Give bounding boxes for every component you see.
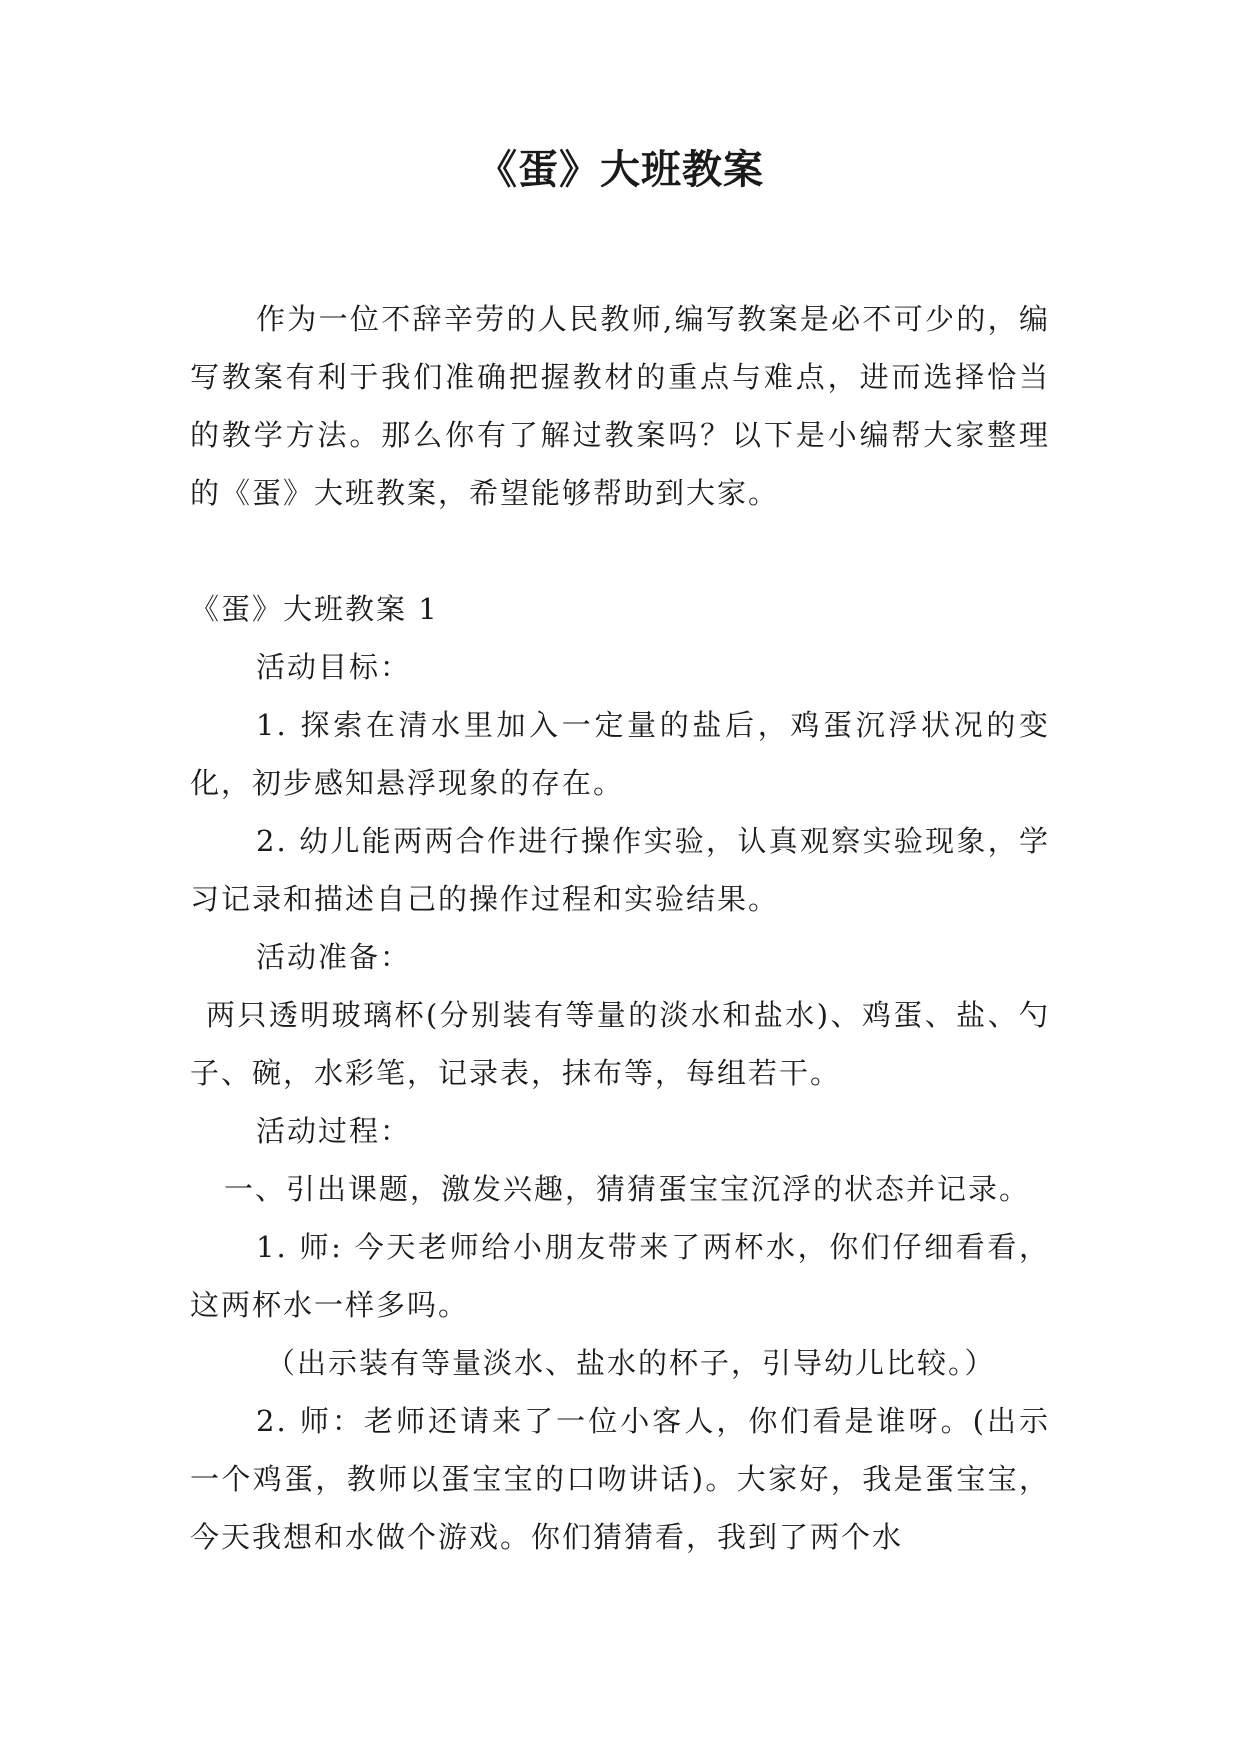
step-1-item-2: 2. 师：老师还请来了一位小客人，你们看是谁呀。(出示一个鸡蛋，教师以蛋宝宝的口吻讲话)。大家好，我是蛋宝宝，今天我想和水做个游戏。你们猜猜看，我到了两个水: [190, 1404, 1050, 1554]
process-heading: 活动过程：: [256, 1114, 412, 1148]
preparation-heading: 活动准备：: [256, 940, 412, 974]
step-1-note: （出示装有等量淡水、盐水的杯子，引导幼儿比较。）: [266, 1346, 996, 1380]
preparation-text: 两只透明玻璃杯(分别装有等量的淡水和盐水)、鸡蛋、盐、勺子、碗，水彩笔，记录表，抹布等，每组若干。: [190, 998, 1050, 1090]
document-title: 《蛋》大班教案: [477, 147, 764, 193]
intro-paragraph: 作为一位不辞辛劳的人民教师,编写教案是必不可少的，编写教案有利于我们准确把握教材的重点与难点，进而选择恰当的教学方法。那么你有了解过教案吗？以下是小编帮大家整理的《蛋》大班教案，希望能够帮助到大家。: [190, 302, 1050, 510]
goal-item-2: 2. 幼儿能两两合作进行操作实验，认真观察实验现象，学习记录和描述自己的操作过程和实验结果。: [190, 824, 1050, 916]
goals-heading: 活动目标：: [256, 650, 412, 684]
section-heading: 《蛋》大班教案 1: [190, 592, 439, 626]
step-1-heading: 一、引出课题，激发兴趣，猜猜蛋宝宝沉浮的状态并记录。: [224, 1172, 1031, 1206]
lesson-plan-section: [190, 580, 1050, 1566]
goal-item-1: 1. 探索在清水里加入一定量的盐后，鸡蛋沉浮状况的变化，初步感知悬浮现象的存在。: [190, 708, 1050, 800]
step-1-item-1: 1. 师: 今天老师给小朋友带来了两杯水，你们仔细看看，这两杯水一样多吗。: [190, 1230, 1050, 1322]
